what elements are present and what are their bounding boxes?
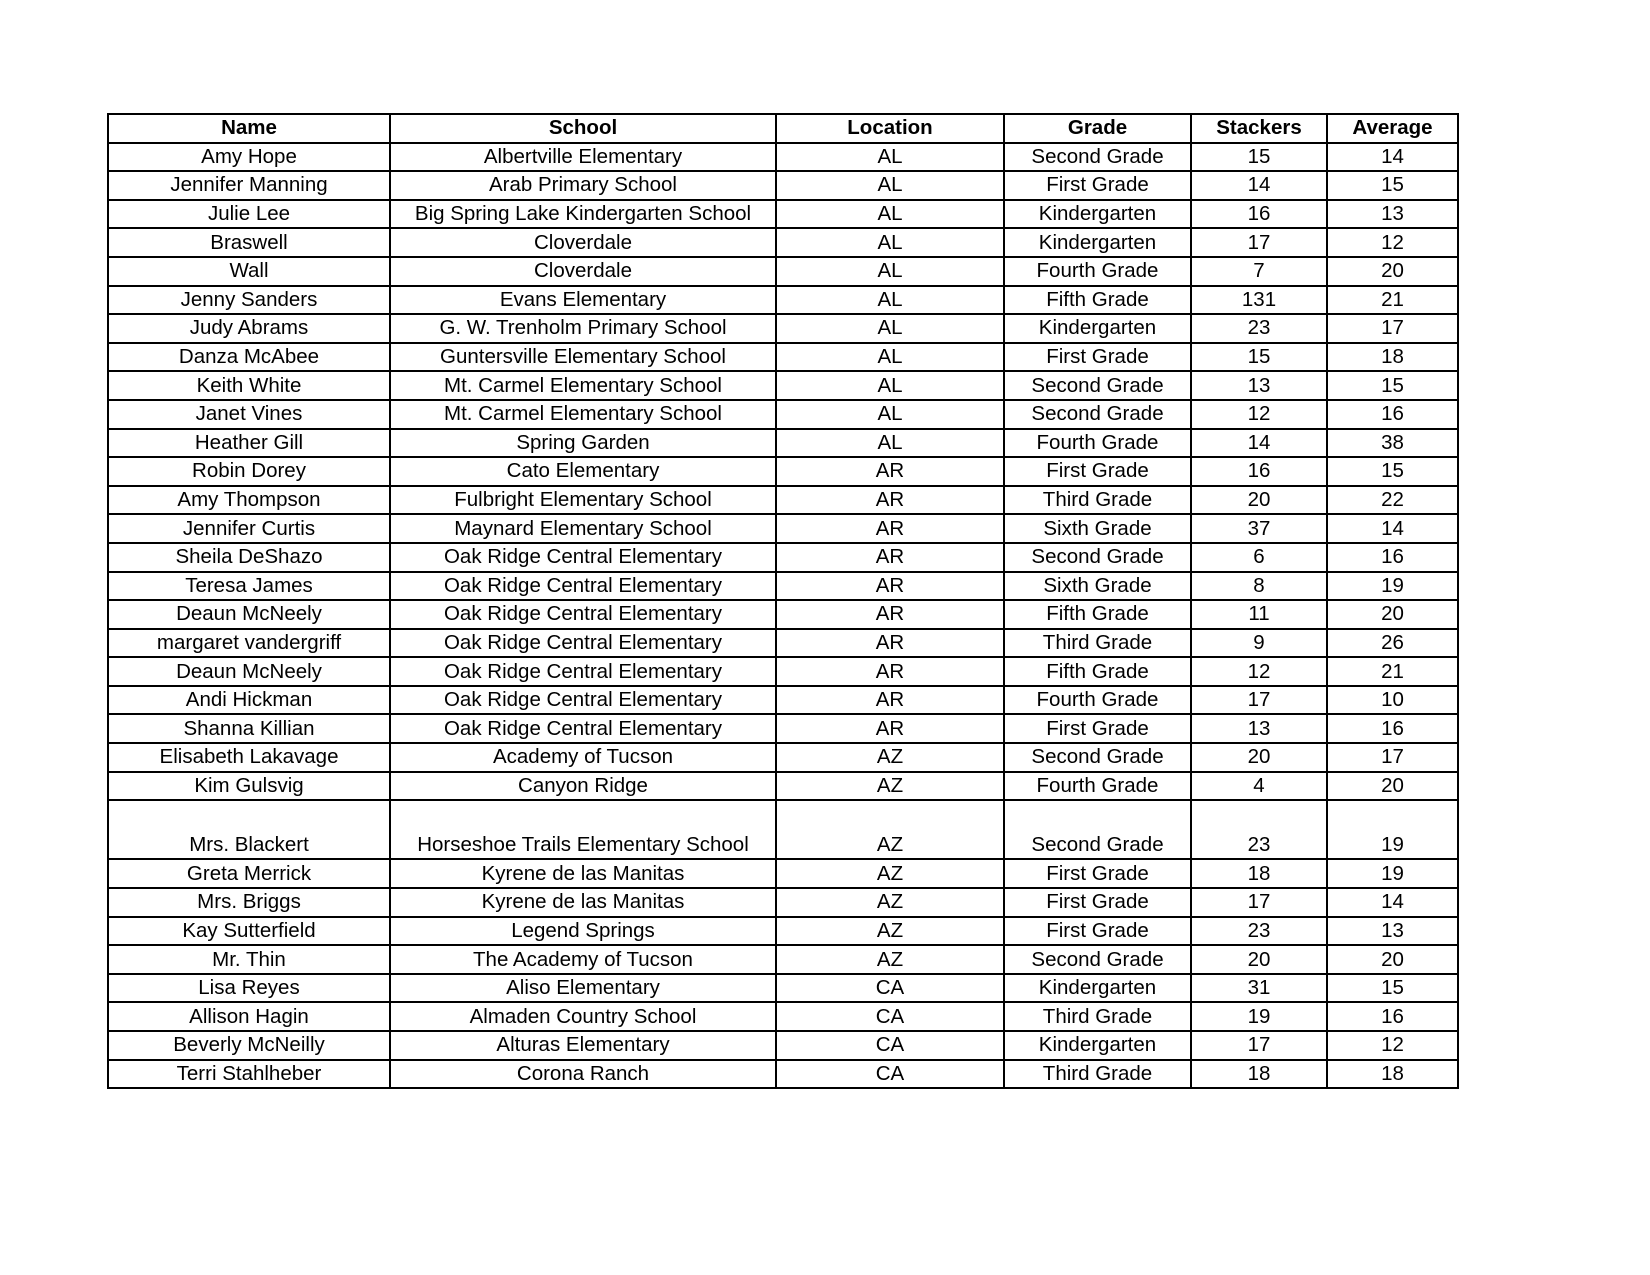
cell-grade: Second Grade: [1004, 543, 1191, 572]
cell-grade: First Grade: [1004, 888, 1191, 917]
cell-stackers: 12: [1191, 657, 1327, 686]
table-row: [108, 859, 1458, 888]
table-row: [108, 686, 1458, 715]
cell-grade: Fifth Grade: [1004, 286, 1191, 315]
cell-grade: Third Grade: [1004, 1060, 1191, 1089]
cell-location: AZ: [776, 743, 1004, 772]
table-body: [108, 143, 1458, 1089]
cell-average: 15: [1327, 457, 1458, 486]
cell-grade: Kindergarten: [1004, 314, 1191, 343]
cell-name: Beverly McNeilly: [108, 1031, 390, 1060]
cell-average: 20: [1327, 600, 1458, 629]
cell-school: Alturas Elementary: [390, 1031, 776, 1060]
header-name: Name: [108, 114, 390, 143]
cell-name: Judy Abrams: [108, 314, 390, 343]
cell-school: Evans Elementary: [390, 286, 776, 315]
cell-grade: Sixth Grade: [1004, 514, 1191, 543]
cell-name: Sheila DeShazo: [108, 543, 390, 572]
cell-school: Cloverdale: [390, 228, 776, 257]
cell-location: AL: [776, 314, 1004, 343]
cell-name: Jenny Sanders: [108, 286, 390, 315]
cell-average: 12: [1327, 228, 1458, 257]
cell-location: AZ: [776, 945, 1004, 974]
cell-school: Oak Ridge Central Elementary: [390, 572, 776, 601]
cell-name: Deaun McNeely: [108, 657, 390, 686]
cell-stackers: 17: [1191, 228, 1327, 257]
cell-grade: Second Grade: [1004, 800, 1191, 859]
stackers-table: [107, 113, 1459, 1089]
cell-school: Mt. Carmel Elementary School: [390, 400, 776, 429]
cell-average: 19: [1327, 572, 1458, 601]
cell-location: AL: [776, 429, 1004, 458]
cell-grade: Fourth Grade: [1004, 772, 1191, 801]
cell-location: AZ: [776, 772, 1004, 801]
cell-school: Arab Primary School: [390, 171, 776, 200]
cell-average: 18: [1327, 343, 1458, 372]
cell-school: Albertville Elementary: [390, 143, 776, 172]
cell-stackers: 7: [1191, 257, 1327, 286]
cell-stackers: 6: [1191, 543, 1327, 572]
cell-average: 16: [1327, 543, 1458, 572]
cell-grade: Kindergarten: [1004, 974, 1191, 1003]
cell-stackers: 17: [1191, 888, 1327, 917]
cell-average: 22: [1327, 486, 1458, 515]
spreadsheet-page: [107, 113, 1459, 1089]
cell-stackers: 17: [1191, 686, 1327, 715]
table-row: [108, 743, 1458, 772]
cell-average: 20: [1327, 772, 1458, 801]
cell-name: Mr. Thin: [108, 945, 390, 974]
table-row: [108, 371, 1458, 400]
cell-name: Kay Sutterfield: [108, 917, 390, 946]
cell-stackers: 23: [1191, 917, 1327, 946]
cell-name: Jennifer Curtis: [108, 514, 390, 543]
header-row: [108, 114, 1458, 143]
table-row: [108, 629, 1458, 658]
cell-location: AZ: [776, 888, 1004, 917]
cell-school: Oak Ridge Central Elementary: [390, 714, 776, 743]
cell-school: Canyon Ridge: [390, 772, 776, 801]
cell-stackers: 131: [1191, 286, 1327, 315]
cell-location: AR: [776, 572, 1004, 601]
table-row: [108, 1031, 1458, 1060]
cell-school: Oak Ridge Central Elementary: [390, 600, 776, 629]
cell-location: AR: [776, 514, 1004, 543]
cell-location: AZ: [776, 800, 1004, 859]
cell-location: AL: [776, 228, 1004, 257]
cell-name: Robin Dorey: [108, 457, 390, 486]
cell-school: Oak Ridge Central Elementary: [390, 657, 776, 686]
cell-average: 14: [1327, 514, 1458, 543]
cell-location: AR: [776, 629, 1004, 658]
cell-stackers: 14: [1191, 171, 1327, 200]
cell-grade: Third Grade: [1004, 486, 1191, 515]
cell-location: AL: [776, 143, 1004, 172]
cell-name: Amy Hope: [108, 143, 390, 172]
cell-grade: First Grade: [1004, 917, 1191, 946]
cell-name: Shanna Killian: [108, 714, 390, 743]
cell-school: Guntersville Elementary School: [390, 343, 776, 372]
cell-stackers: 12: [1191, 400, 1327, 429]
cell-grade: First Grade: [1004, 171, 1191, 200]
cell-grade: Kindergarten: [1004, 200, 1191, 229]
cell-average: 14: [1327, 143, 1458, 172]
table-row: [108, 974, 1458, 1003]
cell-average: 18: [1327, 1060, 1458, 1089]
cell-name: Greta Merrick: [108, 859, 390, 888]
cell-school: Kyrene de las Manitas: [390, 859, 776, 888]
cell-stackers: 13: [1191, 371, 1327, 400]
cell-average: 15: [1327, 974, 1458, 1003]
cell-average: 13: [1327, 200, 1458, 229]
cell-location: AR: [776, 543, 1004, 572]
cell-stackers: 23: [1191, 314, 1327, 343]
cell-school: Almaden Country School: [390, 1002, 776, 1031]
cell-location: AL: [776, 400, 1004, 429]
cell-grade: First Grade: [1004, 714, 1191, 743]
cell-name: Wall: [108, 257, 390, 286]
cell-average: 15: [1327, 371, 1458, 400]
cell-average: 26: [1327, 629, 1458, 658]
cell-grade: Fourth Grade: [1004, 257, 1191, 286]
cell-stackers: 37: [1191, 514, 1327, 543]
cell-location: CA: [776, 1060, 1004, 1089]
table-row: [108, 888, 1458, 917]
cell-stackers: 13: [1191, 714, 1327, 743]
cell-stackers: 14: [1191, 429, 1327, 458]
cell-stackers: 15: [1191, 143, 1327, 172]
cell-average: 10: [1327, 686, 1458, 715]
cell-location: AL: [776, 171, 1004, 200]
cell-school: Fulbright Elementary School: [390, 486, 776, 515]
table-row: [108, 286, 1458, 315]
cell-location: AL: [776, 343, 1004, 372]
table-row: [108, 714, 1458, 743]
cell-location: CA: [776, 1002, 1004, 1031]
cell-average: 21: [1327, 657, 1458, 686]
cell-school: Oak Ridge Central Elementary: [390, 543, 776, 572]
table-row: [108, 143, 1458, 172]
cell-school: Spring Garden: [390, 429, 776, 458]
cell-name: Jennifer Manning: [108, 171, 390, 200]
cell-grade: Second Grade: [1004, 143, 1191, 172]
cell-name: Terri Stahlheber: [108, 1060, 390, 1089]
cell-stackers: 15: [1191, 343, 1327, 372]
table-row: [108, 257, 1458, 286]
cell-school: Big Spring Lake Kindergarten School: [390, 200, 776, 229]
cell-average: 21: [1327, 286, 1458, 315]
table-row: [108, 572, 1458, 601]
cell-school: Kyrene de las Manitas: [390, 888, 776, 917]
cell-stackers: 17: [1191, 1031, 1327, 1060]
cell-grade: First Grade: [1004, 343, 1191, 372]
cell-name: Teresa James: [108, 572, 390, 601]
cell-average: 12: [1327, 1031, 1458, 1060]
cell-location: CA: [776, 1031, 1004, 1060]
cell-name: Allison Hagin: [108, 1002, 390, 1031]
table-row: [108, 657, 1458, 686]
cell-name: Mrs. Blackert: [108, 800, 390, 859]
cell-name: Elisabeth Lakavage: [108, 743, 390, 772]
cell-location: AL: [776, 286, 1004, 315]
cell-school: Legend Springs: [390, 917, 776, 946]
cell-stackers: 4: [1191, 772, 1327, 801]
cell-location: AR: [776, 657, 1004, 686]
cell-school: Corona Ranch: [390, 1060, 776, 1089]
cell-location: AR: [776, 486, 1004, 515]
cell-stackers: 8: [1191, 572, 1327, 601]
cell-grade: Fourth Grade: [1004, 429, 1191, 458]
cell-name: Amy Thompson: [108, 486, 390, 515]
cell-grade: Fourth Grade: [1004, 686, 1191, 715]
cell-name: Julie Lee: [108, 200, 390, 229]
cell-grade: Sixth Grade: [1004, 572, 1191, 601]
header-grade: Grade: [1004, 114, 1191, 143]
cell-grade: Second Grade: [1004, 945, 1191, 974]
cell-grade: Fifth Grade: [1004, 657, 1191, 686]
cell-average: 38: [1327, 429, 1458, 458]
cell-location: AL: [776, 371, 1004, 400]
cell-grade: First Grade: [1004, 457, 1191, 486]
cell-name: Mrs. Briggs: [108, 888, 390, 917]
cell-stackers: 23: [1191, 800, 1327, 859]
cell-stackers: 18: [1191, 859, 1327, 888]
cell-stackers: 31: [1191, 974, 1327, 1003]
cell-name: Keith White: [108, 371, 390, 400]
cell-stackers: 18: [1191, 1060, 1327, 1089]
cell-name: Lisa Reyes: [108, 974, 390, 1003]
cell-school: Horseshoe Trails Elementary School: [390, 800, 776, 859]
cell-school: Maynard Elementary School: [390, 514, 776, 543]
table-row: [108, 945, 1458, 974]
cell-average: 16: [1327, 1002, 1458, 1031]
cell-average: 14: [1327, 888, 1458, 917]
cell-average: 17: [1327, 314, 1458, 343]
cell-stackers: 20: [1191, 486, 1327, 515]
cell-school: The Academy of Tucson: [390, 945, 776, 974]
table-row: [108, 429, 1458, 458]
table-row: [108, 1002, 1458, 1031]
table-row: [108, 228, 1458, 257]
cell-school: Academy of Tucson: [390, 743, 776, 772]
cell-name: Braswell: [108, 228, 390, 257]
cell-name: Janet Vines: [108, 400, 390, 429]
header-location: Location: [776, 114, 1004, 143]
cell-school: Cato Elementary: [390, 457, 776, 486]
cell-name: Deaun McNeely: [108, 600, 390, 629]
header-stackers: Stackers: [1191, 114, 1327, 143]
cell-location: AZ: [776, 859, 1004, 888]
table-row: [108, 600, 1458, 629]
cell-school: Oak Ridge Central Elementary: [390, 629, 776, 658]
cell-stackers: 19: [1191, 1002, 1327, 1031]
cell-grade: Kindergarten: [1004, 1031, 1191, 1060]
cell-location: AL: [776, 200, 1004, 229]
cell-school: Mt. Carmel Elementary School: [390, 371, 776, 400]
header-average: Average: [1327, 114, 1458, 143]
table-row: [108, 343, 1458, 372]
table-row: [108, 543, 1458, 572]
cell-grade: Third Grade: [1004, 1002, 1191, 1031]
cell-name: Andi Hickman: [108, 686, 390, 715]
cell-name: margaret vandergriff: [108, 629, 390, 658]
table-row: [108, 486, 1458, 515]
table-row: [108, 457, 1458, 486]
table-row: [108, 314, 1458, 343]
cell-average: 19: [1327, 859, 1458, 888]
cell-location: AR: [776, 457, 1004, 486]
cell-location: CA: [776, 974, 1004, 1003]
cell-stackers: 16: [1191, 457, 1327, 486]
cell-location: AR: [776, 714, 1004, 743]
cell-grade: Second Grade: [1004, 400, 1191, 429]
cell-average: 20: [1327, 945, 1458, 974]
cell-grade: First Grade: [1004, 859, 1191, 888]
cell-average: 13: [1327, 917, 1458, 946]
cell-school: Aliso Elementary: [390, 974, 776, 1003]
cell-average: 20: [1327, 257, 1458, 286]
header-school: School: [390, 114, 776, 143]
table-row: [108, 1060, 1458, 1089]
cell-school: G. W. Trenholm Primary School: [390, 314, 776, 343]
cell-school: Oak Ridge Central Elementary: [390, 686, 776, 715]
table-row: [108, 400, 1458, 429]
cell-stackers: 20: [1191, 743, 1327, 772]
table-row: [108, 917, 1458, 946]
cell-grade: Kindergarten: [1004, 228, 1191, 257]
cell-location: AZ: [776, 917, 1004, 946]
table-row: [108, 800, 1458, 859]
cell-average: 16: [1327, 400, 1458, 429]
cell-stackers: 16: [1191, 200, 1327, 229]
cell-grade: Third Grade: [1004, 629, 1191, 658]
cell-grade: Fifth Grade: [1004, 600, 1191, 629]
cell-stackers: 9: [1191, 629, 1327, 658]
cell-location: AR: [776, 686, 1004, 715]
cell-location: AR: [776, 600, 1004, 629]
cell-stackers: 11: [1191, 600, 1327, 629]
cell-grade: Second Grade: [1004, 743, 1191, 772]
table-row: [108, 514, 1458, 543]
table-row: [108, 171, 1458, 200]
cell-name: Heather Gill: [108, 429, 390, 458]
cell-average: 19: [1327, 800, 1458, 859]
cell-average: 17: [1327, 743, 1458, 772]
cell-stackers: 20: [1191, 945, 1327, 974]
cell-school: Cloverdale: [390, 257, 776, 286]
cell-name: Danza McAbee: [108, 343, 390, 372]
cell-average: 16: [1327, 714, 1458, 743]
cell-average: 15: [1327, 171, 1458, 200]
cell-name: Kim Gulsvig: [108, 772, 390, 801]
cell-grade: Second Grade: [1004, 371, 1191, 400]
cell-location: AL: [776, 257, 1004, 286]
table-row: [108, 200, 1458, 229]
table-row: [108, 772, 1458, 801]
